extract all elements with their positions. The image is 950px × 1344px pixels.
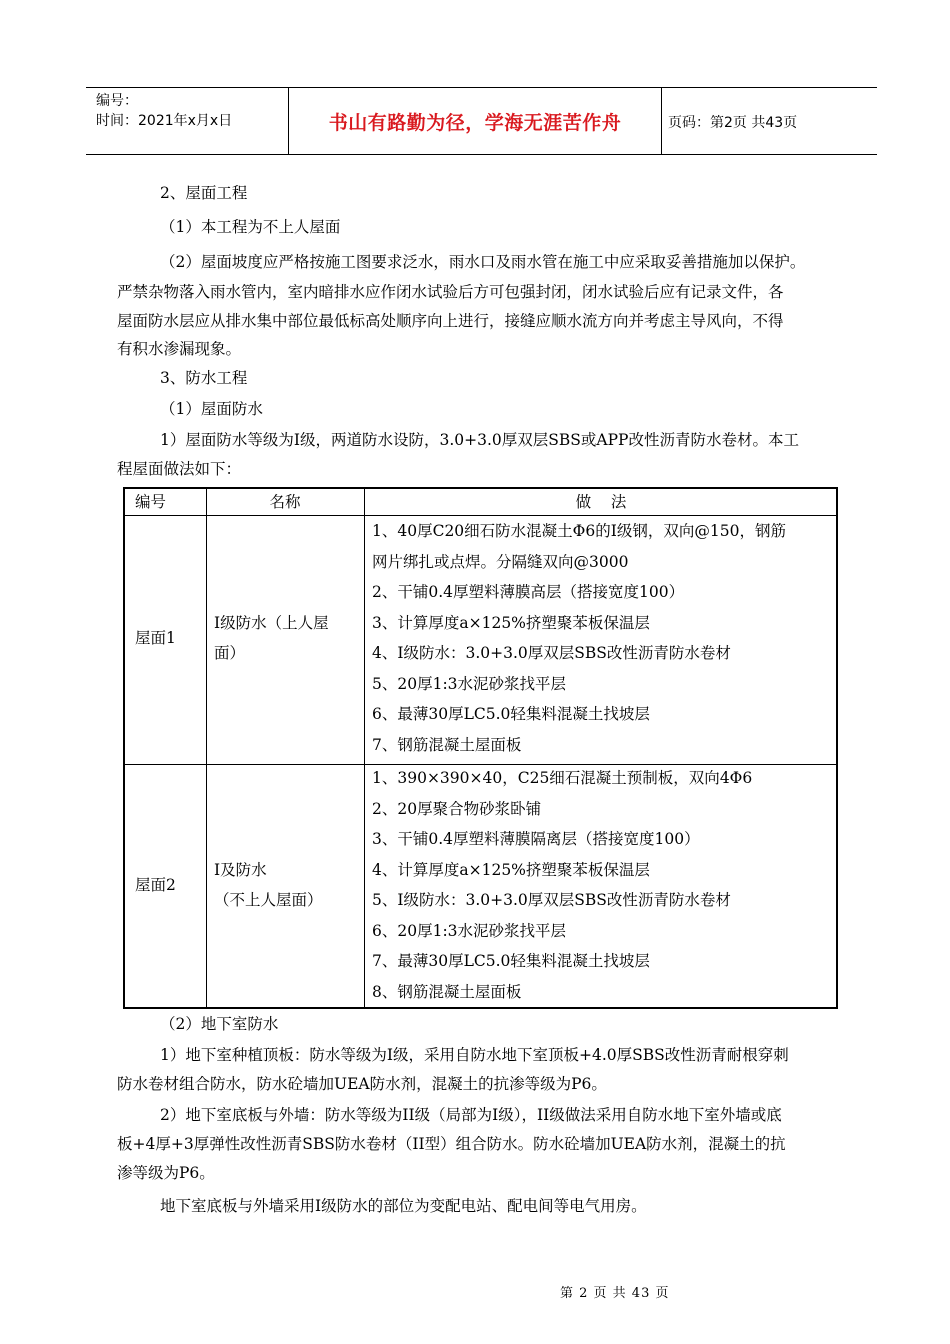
table-row-1-step: 网片绑扎或点焊。分隔缝双向@3000 [372,553,629,571]
table-row-2-step: 3、干铺0.4厚塑料薄膜隔离层（搭接宽度100） [372,830,700,848]
table-row-1-code: 屋面1 [135,629,176,647]
header-top-rule [86,87,877,88]
table-row-1-name-line1: I级防水（上人屋 [214,614,329,632]
table-row-2-step: 7、最薄30厚LC5.0轻集料混凝土找坡层 [372,952,650,970]
table-row-1-name-line2: 面） [214,644,246,662]
table-row-1-step: 1、40厚C20细石防水混凝土Φ6的I级钢，双向@150，钢筋 [372,522,786,540]
header-bottom-rule [86,154,877,155]
table-col-divider-1 [206,489,207,1007]
subheading-basement-waterproof: （2）地下室防水 [160,1015,279,1033]
paragraph-waterproof-line2: 程屋面做法如下： [117,460,242,478]
paragraph-roof-2-line3: 屋面防水层应从排水集中部位最低标高处顺序向上进行，接缝应顺水流方向并考虑主导风向，不得 [117,312,784,330]
document-number-label: 编号： [96,93,138,109]
header-meta [96,91,232,131]
paragraph-roof-2-line4: 有积水渗漏现象。 [117,340,242,358]
table-row-1-step: 5、20厚1:3水泥砂浆找平层 [372,675,567,693]
subheading-roof-waterproof: （1）屋面防水 [160,400,263,418]
paragraph-basement-1-line1: 1）地下室种植顶板：防水等级为I级，采用自防水地下室顶板+4.0厚SBS改性沥青耐根穿刺 [160,1046,789,1064]
paragraph-basement-3: 地下室底板与外墙采用I级防水的部位为变配电站、配电间等电气用房。 [160,1197,647,1215]
table-row-2-code: 屋面2 [135,876,176,894]
table-header-code: 编号 [135,493,167,511]
paragraph-roof-1: （1）本工程为不上人屋面 [160,218,341,236]
table-row-2-step: 5、I级防水：3.0+3.0厚双层SBS改性沥青防水卷材 [372,891,731,909]
table-row-2-step: 2、20厚聚合物砂浆卧铺 [372,800,542,818]
paragraph-basement-1-line2: 防水卷材组合防水，防水砼墙加UEA防水剂，混凝土的抗渗等级为P6。 [117,1075,607,1093]
paragraph-roof-2-line2: 严禁杂物落入雨水管内，室内暗排水应作闭水试验后方可包强封闭，闭水试验后应有记录文件，各 [117,283,784,301]
roof-method-table [123,487,838,1009]
table-row-2-step: 4、计算厚度a×125%挤塑聚苯板保温层 [372,861,650,879]
paragraph-waterproof-line1: 1）屋面防水等级为I级，两道防水设防，3.0+3.0厚双层SBS或APP改性沥青防水卷材。本工 [160,431,799,449]
paragraph-basement-2-line1: 2）地下室底板与外墙：防水等级为II级（局部为I级），II级做法采用自防水地下室外墙或底 [160,1106,782,1124]
table-row-2-name-line1: I及防水 [214,861,267,879]
header-page-info: 页码：第2页 共43页 [668,115,798,131]
table-row-1-step: 4、I级防水：3.0+3.0厚双层SBS改性沥青防水卷材 [372,644,731,662]
table-row-1-step: 7、钢筋混凝土屋面板 [372,736,522,754]
table-row-1-step: 2、干铺0.4厚塑料薄膜高层（搭接宽度100） [372,583,685,601]
table-row-2-step: 1、390×390×40，C25细石混凝土预制板，双向4Φ6 [372,769,753,787]
table-row-1-step: 3、计算厚度a×125%挤塑聚苯板保温层 [372,614,650,632]
section-heading-waterproof: 3、防水工程 [160,369,248,387]
section-heading-roof: 2、屋面工程 [160,184,248,202]
table-row-2-name-line2: （不上人屋面） [214,891,323,909]
table-row-2-step: 8、钢筋混凝土屋面板 [372,983,522,1001]
header-divider-2 [661,87,662,155]
paragraph-basement-2-line3: 渗等级为P6。 [117,1164,215,1182]
paragraph-roof-2-line1: （2）屋面坡度应严格按施工图要求泛水，雨水口及雨水管在施工中应采取妥善措施加以保护。 [160,253,806,271]
document-time: 时间：2021年x月x日 [96,113,233,129]
table-row-1-step: 6、最薄30厚LC5.0轻集料混凝土找坡层 [372,705,650,723]
header-motto: 书山有路勤为径，学海无涯苦作舟 [328,112,622,134]
table-header-method: 做 法 [575,493,627,511]
table-col-divider-2 [364,489,365,1007]
paragraph-basement-2-line2: 板+4厚+3厚弹性改性沥青SBS防水卷材（II型）组合防水。防水砼墙加UEA防水剂，混凝土的抗 [117,1135,786,1153]
table-row-2-step: 6、20厚1:3水泥砂浆找平层 [372,922,567,940]
table-header-name: 名称 [269,493,301,511]
page-footer: 第 2 页 共 43 页 [560,1286,670,1301]
